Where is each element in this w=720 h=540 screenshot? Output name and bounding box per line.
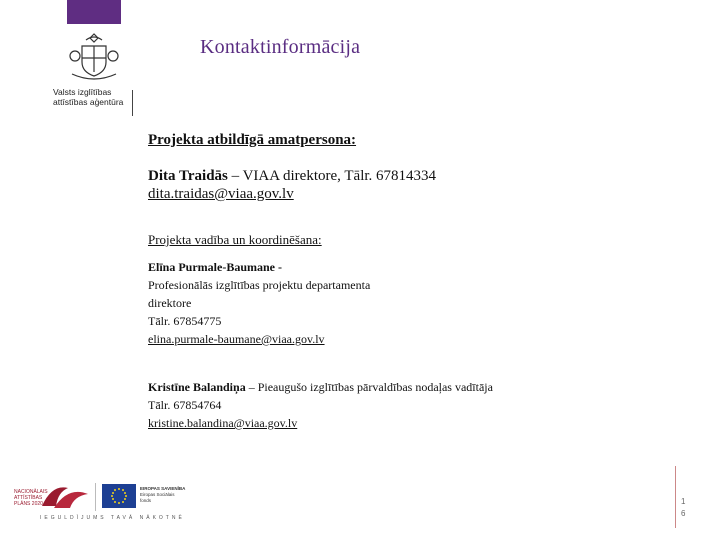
person3-email-link[interactable]: kristine.balandina@viaa.gov.lv [148, 416, 298, 430]
agency-name-line1: Valsts izglītības [53, 87, 112, 97]
person1-details: – VIAA direktore, Tālr. 67814334 [227, 168, 437, 184]
person3-details: – Pieaugušo izglītības pārvaldības nodaļas vadītāja [245, 380, 493, 394]
nap-line3: PLĀNS 2020 [14, 501, 43, 507]
eu-flag-icon [102, 484, 136, 508]
section-heading-coordination [148, 231, 322, 249]
page-number-digit1: 1 [681, 497, 686, 506]
person2-email-link[interactable]: elina.purmale-baumane@viaa.gov.lv [148, 332, 325, 346]
person2-role-line1: Profesionālās izglītības projektu departamenta [148, 278, 371, 292]
section1-heading: Projekta atbildīgā amatpersona: [148, 132, 357, 148]
section2-heading: Projekta vadība un koordinēšana: [148, 232, 322, 247]
header-accent-bar [67, 0, 121, 24]
nap-line1: NACIONĀLAIS [14, 489, 48, 495]
person2-phone: Tālr. 67854775 [148, 314, 222, 328]
page-number-rule [675, 466, 676, 528]
contact-block-1 [148, 167, 436, 203]
nap-line2: ATTĪSTĪBAS [14, 495, 43, 501]
eu-line2: Eiropas Sociālais [140, 492, 175, 497]
nap-label [14, 489, 48, 507]
coat-of-arms-icon [64, 28, 124, 88]
page-number-digit2: 6 [681, 509, 686, 518]
person2-name: Elīna Purmale-Baumane - [148, 260, 282, 274]
eu-line3: fonds [140, 498, 152, 503]
contact-block-2 [148, 258, 370, 348]
person3-phone: Tālr. 67854764 [148, 398, 222, 412]
footer-divider [95, 483, 96, 511]
eu-label [140, 486, 200, 504]
person2-role-line2: direktore [148, 296, 192, 310]
contact-block-3 [148, 378, 493, 432]
footer-tagline: IEGULDĪJUMS TAVĀ NĀKOTNĒ [40, 515, 185, 521]
person1-name: Dita Traidās [148, 168, 228, 184]
eu-line1: EIROPAS SAVIENĪBA [140, 486, 186, 491]
person1-email-link[interactable]: dita.traidas@viaa.gov.lv [148, 186, 294, 202]
logo-divider [132, 90, 133, 116]
page-number [681, 496, 685, 520]
person3-name: Kristīne Balandiņa [148, 380, 246, 394]
agency-name-line2: attīstības aģentūra [53, 97, 124, 107]
page-title: Kontaktinformācija [200, 36, 361, 58]
agency-name [53, 87, 143, 107]
section-heading-responsible [148, 131, 356, 149]
